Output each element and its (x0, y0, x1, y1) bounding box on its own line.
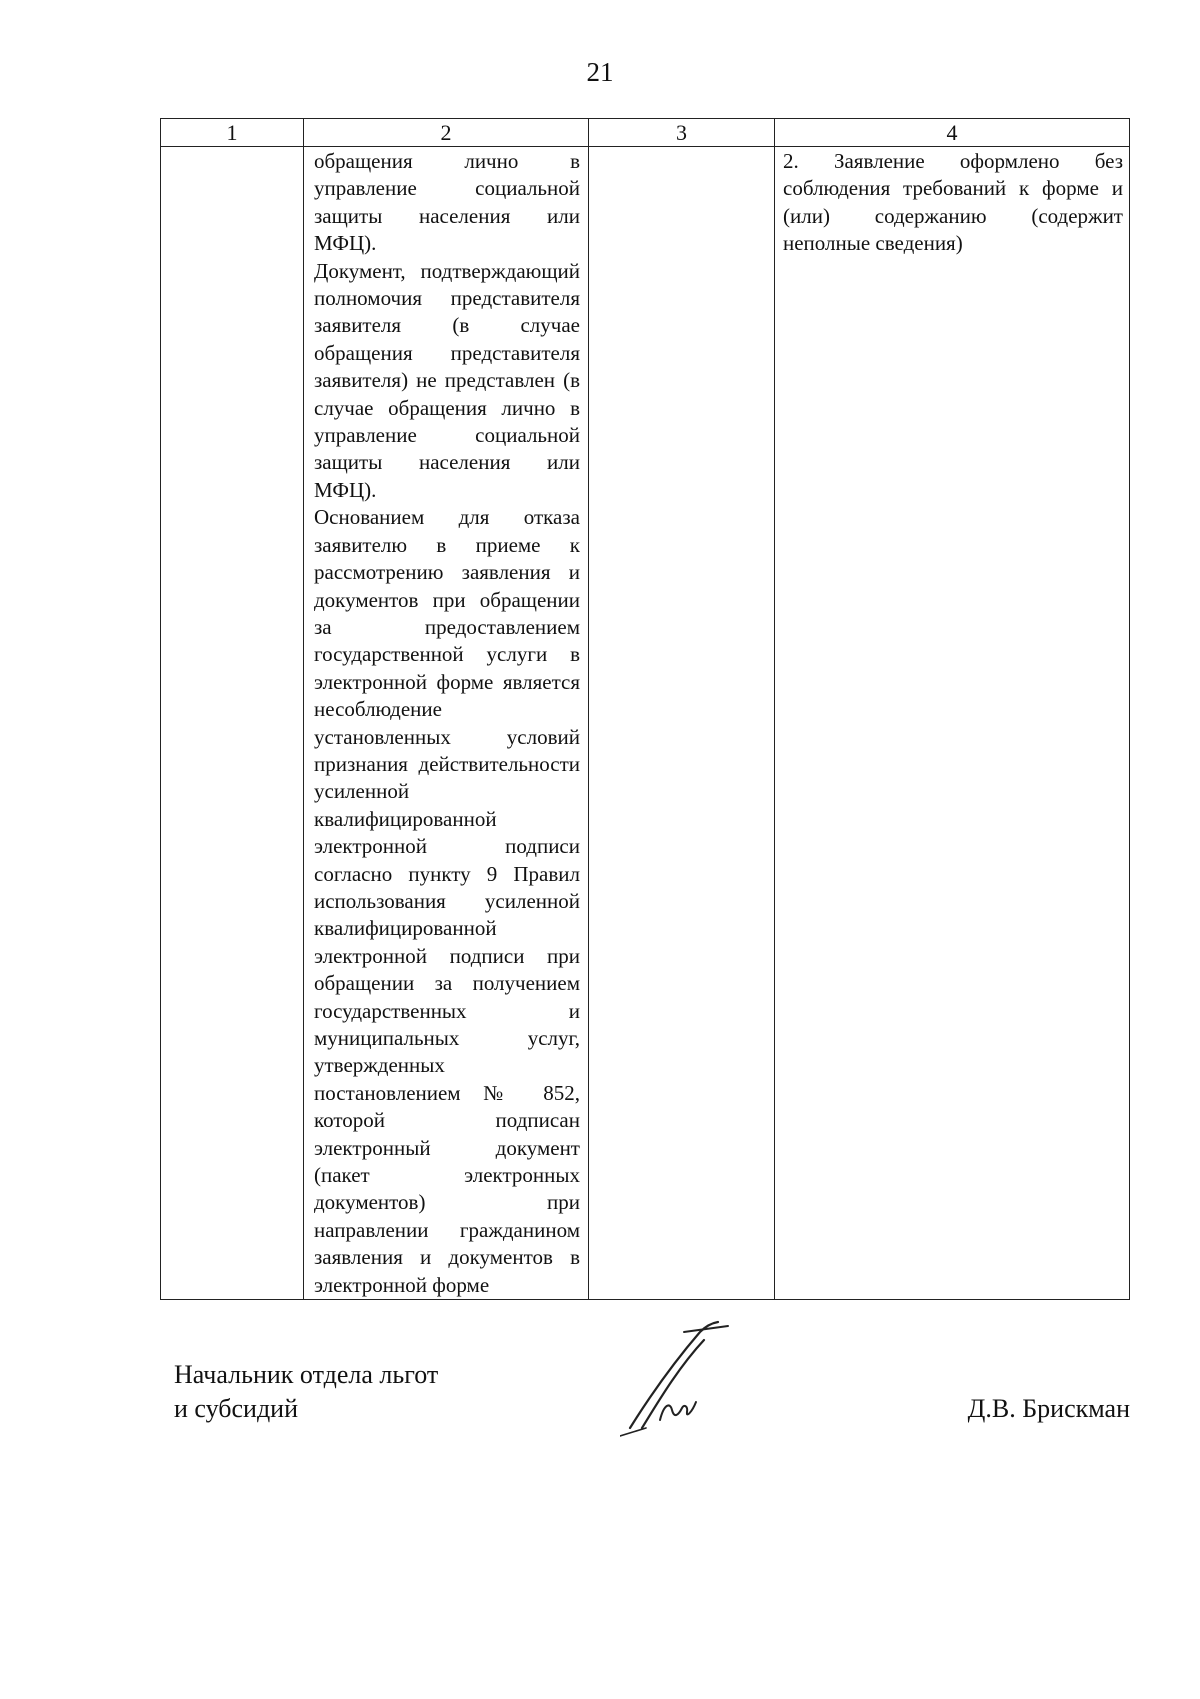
page-number: 21 (586, 57, 614, 87)
column-header-3: 3 (589, 119, 775, 147)
column-header-1: 1 (161, 119, 304, 147)
table-row (161, 147, 1130, 1300)
cell-column-2 (304, 147, 589, 1300)
refusal-reason-paragraph-3: Основанием для отказа заявителю в приеме к рассмотрению заявления и документов при обращении за предоставлением государственной услуги в электронной форме является несоблюдение установленных условий признания действительности усиленной квалифицированной электронной подписи согласно пункту 9 Правил использования усиленной квалифицированной электронной подписи при обращении за получением государственных и муниципальных услуг, утвержденных постановлением № 852, которой подписан электронный документ (пакет электронных документов) при направлении гражданином заявления и документов в электронной форме (314, 505, 580, 1297)
table-header-row (161, 119, 1130, 147)
signer-position-line-1: Начальник отдела льгот (174, 1360, 439, 1389)
refusal-reason-paragraph-2: Документ, подтверждающий полномочия представителя заявителя (в случае обращения представителя заявителя) не представлен (в случае обращения лично в управление социальной защиты населения или МФЦ). (314, 258, 580, 502)
document-table (160, 118, 1130, 1300)
column-header-2: 2 (304, 119, 589, 147)
signer-position-line-2: и субсидий (174, 1394, 299, 1423)
handwritten-signature (620, 1316, 740, 1446)
signer-name: Д.В. Брискман (967, 1394, 1130, 1423)
refusal-reason-paragraph-1: обращения лично в управление социальной защиты населения или МФЦ). (314, 149, 580, 256)
refusal-ground-item-2: 2. Заявление оформлено без соблюдения требований к форме и (или) содержанию (содержит неполные сведения) (783, 149, 1123, 256)
column-header-4: 4 (775, 119, 1130, 147)
signature-block (0, 1358, 1200, 1468)
cell-column-3 (589, 147, 775, 1300)
cell-column-1 (161, 147, 304, 1300)
cell-column-4 (775, 147, 1130, 1300)
signer-position (174, 1358, 438, 1426)
